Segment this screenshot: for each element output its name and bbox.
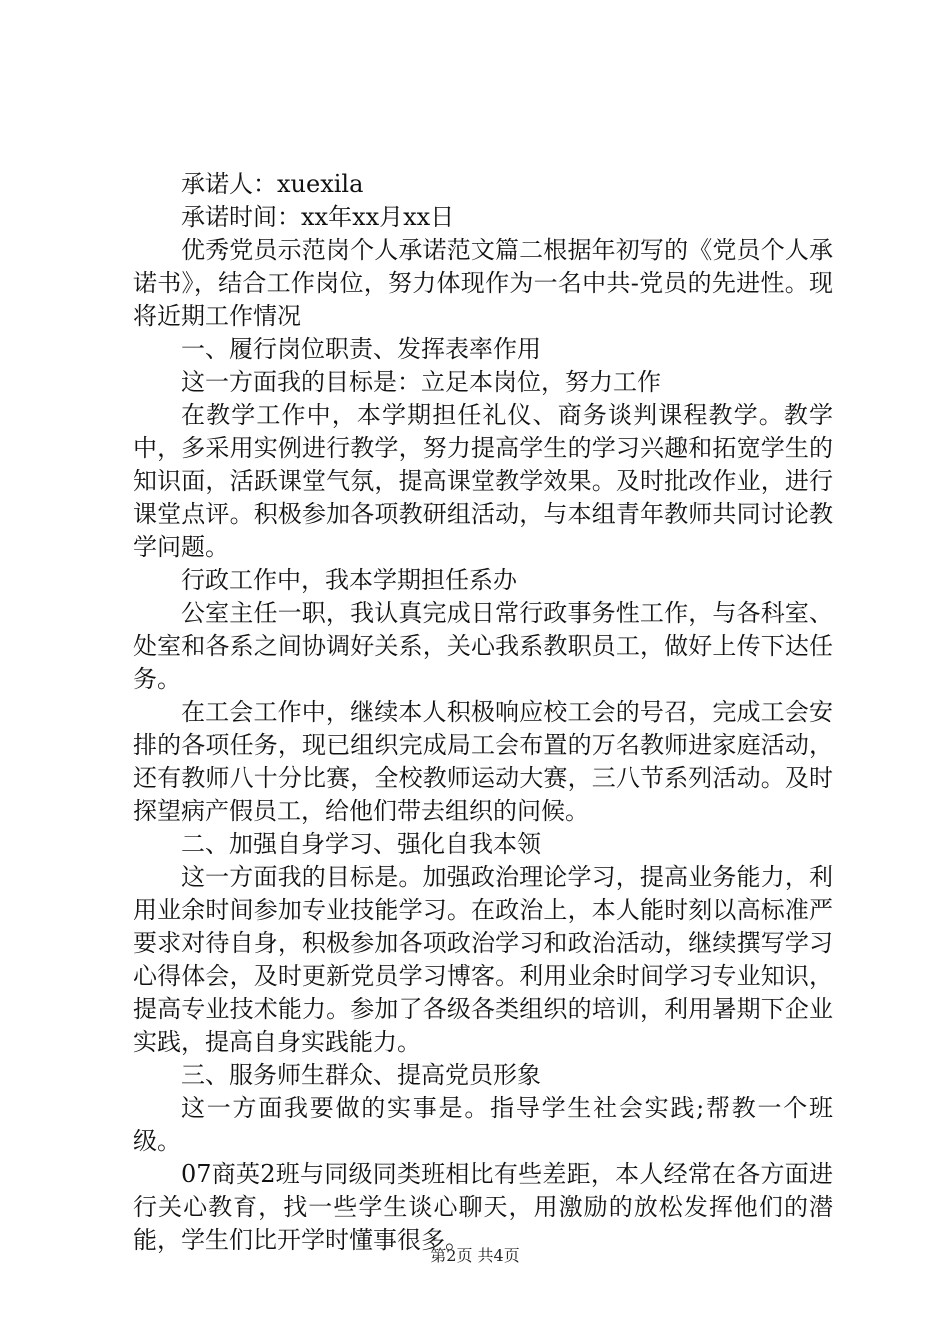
section-1-goal: 这一方面我的目标是：立足本岗位，努力工作 [181,368,661,396]
section-heading-1: 一、履行岗位职责、发挥表率作用 [181,335,541,363]
section-heading-3: 三、服务师生群众、提高党员形象 [181,1061,541,1089]
union-paragraph: 在工会工作中，继续本人积极响应校工会的号召，完成工会安排的各项任务，现已组织完成局工会布置的万名教师进家庭活动，还有教师八十分比赛，全校教师运动大赛，三八节系列活动。及时探望病产假员工，给他们带去组织的问候。 [133,698,833,825]
section-heading-2: 二、加强自身学习、强化自我本领 [181,830,541,858]
service-paragraph: 这一方面我要做的实事是。指导学生社会实践;帮教一个班级。 [133,1094,833,1155]
page-number-footer: 第2页 共4页 [430,1246,520,1265]
class-paragraph: 07商英2班与同级同类班相比有些差距，本人经常在各方面进行关心教育，找一些学生谈心聊天，用激励的放松发挥他们的潜能，学生们比开学时懂事很多。 [133,1160,833,1254]
intro-paragraph: 优秀党员示范岗个人承诺范文篇二根据年初写的《党员个人承诺书》，结合工作岗位，努力体现作为一名中共-党员的先进性。现将近期工作情况 [133,236,833,330]
admin-paragraph-start: 行政工作中，我本学期担任系办 [181,566,517,594]
teaching-paragraph: 在教学工作中，本学期担任礼仪、商务谈判课程教学。教学中，多采用实例进行教学，努力提高学生的学习兴趣和拓宽学生的知识面，活跃课堂气氛，提高课堂教学效果。及时批改作业，进行课堂点评。积极参加各项教研组活动，与本组青年教师共同讨论教学问题。 [133,401,833,561]
admin-paragraph: 公室主任一职，我认真完成日常行政事务性工作，与各科室、处室和各系之间协调好关系，关心我系教职员工，做好上传下达任务。 [133,599,833,693]
document-body [133,168,833,1257]
promise-date-line: 承诺时间：xx年xx月xx日 [181,203,455,231]
promisor-line: 承诺人：xuexila [181,170,364,198]
study-paragraph: 这一方面我的目标是。加强政治理论学习，提高业务能力，利用业余时间参加专业技能学习。在政治上，本人能时刻以高标准严要求对待自身，积极参加各项政治学习和政治活动，继续撰写学习心得体会，及时更新党员学习博客。利用业余时间学习专业知识，提高专业技术能力。参加了各级各类组织的培训，利用暑期下企业实践，提高自身实践能力。 [133,863,833,1056]
